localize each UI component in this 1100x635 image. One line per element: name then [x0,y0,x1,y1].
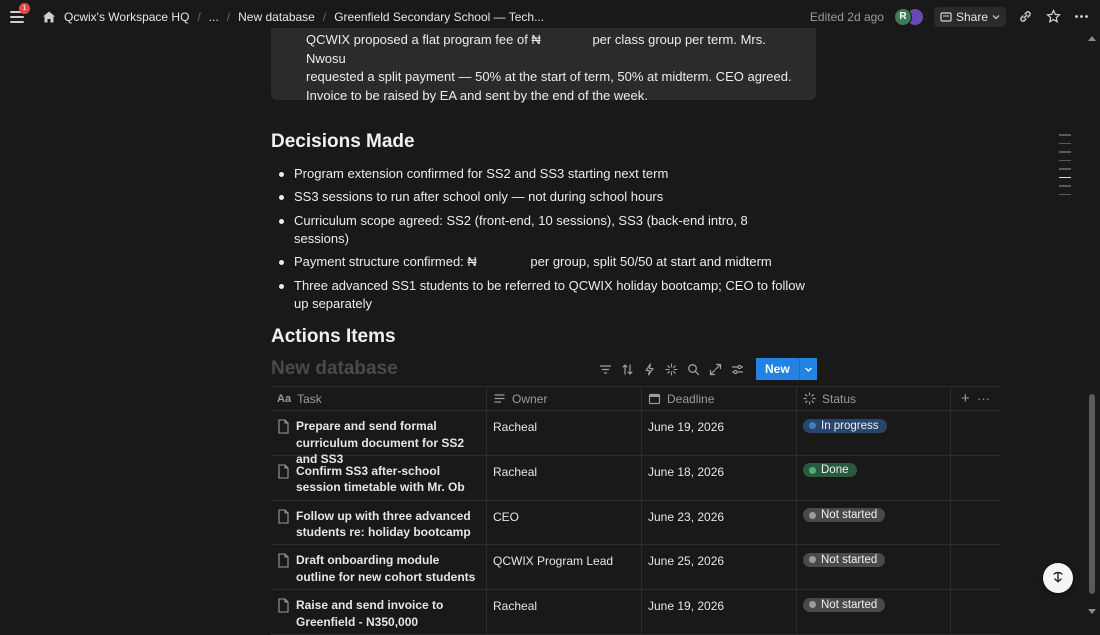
scroll-down-arrow[interactable] [1088,609,1096,614]
task-cell[interactable] [271,590,487,634]
more-horizontal-icon[interactable]: ··· [977,391,990,406]
deadline-cell[interactable]: June 23, 2026 [642,501,797,545]
automation-button[interactable] [642,362,657,377]
new-record-button-group [756,358,817,380]
filter-icon [599,363,612,376]
status-label: Not started [821,553,878,566]
owner-cell[interactable]: Racheal [487,590,642,634]
scrollbar[interactable] [1089,36,1095,606]
search-icon [687,363,700,376]
table-row[interactable] [271,411,1000,466]
column-label: Status [822,391,857,406]
new-record-button[interactable]: New [756,358,799,380]
owner-cell[interactable]: Racheal [487,411,642,455]
status-badge [803,598,885,612]
sort-button[interactable] [620,362,635,377]
task-title: Follow up with three advanced students re: holiday bootcamp [296,508,471,540]
status-spinner-icon [803,392,816,405]
column-label: Owner [512,391,548,406]
status-dot [809,512,816,519]
breadcrumb-separator: / [226,9,231,24]
list-item-text: per group, split 50/50 at start and midterm [530,254,772,270]
star-icon [1046,9,1061,24]
filter-button[interactable] [598,362,613,377]
status-badge [803,508,885,522]
column-actions [951,387,1000,410]
status-cell[interactable] [797,501,951,545]
callout-line [306,31,802,68]
deadline-cell[interactable]: June 18, 2026 [642,456,797,500]
status-cell[interactable] [797,590,951,634]
outline-line-active [1059,177,1071,179]
empty-cell [951,456,1000,500]
task-cell[interactable] [271,545,487,589]
menu-icon-line [10,21,24,23]
list-item[interactable]: Curriculum scope agreed: SS2 (front-end, 10 sessions), SS3 (back-end intro, 8 sessions) [276,212,806,249]
avatar[interactable]: R [894,8,912,26]
breadcrumb-separator: / [322,9,327,24]
favorite-button[interactable] [1044,8,1062,26]
deadline-cell[interactable]: June 19, 2026 [642,411,797,455]
copy-link-button[interactable] [1016,8,1034,26]
expand-icon [709,363,722,376]
action-items-table [271,386,1000,635]
more-horizontal-icon [1074,9,1089,24]
task-title: Confirm SS3 after-school session timetable with Mr. Ob [296,463,465,495]
owner-cell[interactable]: CEO [487,501,642,545]
table-header [271,386,1000,411]
table-row[interactable] [271,456,1000,501]
share-button[interactable] [934,7,1006,27]
add-property-button[interactable]: + [961,390,970,407]
task-cell[interactable] [271,411,487,466]
list-item[interactable]: Program extension confirmed for SS2 and SS3 starting next term [276,165,806,184]
sidebar-menu-button[interactable] [10,4,30,27]
more-options-button[interactable] [1072,8,1090,26]
status-badge [803,419,887,433]
empty-cell [951,501,1000,545]
edited-timestamp[interactable]: Edited 2d ago [809,9,884,24]
chevron-down-icon [804,365,813,374]
task-title: Prepare and send formal curriculum document for SS2 and SS3 [296,419,465,466]
breadcrumb-separator: / [197,9,201,24]
empty-cell [951,590,1000,634]
sparkle-icon [665,363,678,376]
status-dot [809,422,816,429]
page-icon [277,509,290,524]
redacted-amount [541,34,589,47]
outline-line [1059,194,1071,196]
callout-line: Invoice to be raised by EA and sent by the end of the week. [306,87,648,103]
deadline-cell[interactable]: June 25, 2026 [642,545,797,589]
outline-line [1059,185,1071,187]
menu-icon-line [10,16,24,18]
share-label: Share [955,9,988,24]
breadcrumb-page[interactable]: Greenfield Secondary School — Tech... [334,9,545,24]
column-label: Task [297,391,322,406]
status-label: Done [821,464,849,477]
database-title[interactable]: New database [271,358,398,379]
scrollbar-thumb[interactable] [1089,394,1095,594]
outline-line [1059,151,1071,153]
database-toolbar [598,358,817,380]
empty-cell [951,545,1000,589]
actions-heading[interactable]: Actions Items [271,326,396,347]
table-row[interactable] [271,590,1000,635]
page-outline[interactable] [1059,134,1071,195]
page-icon [277,553,290,568]
page-icon [277,419,290,434]
topbar-actions [810,7,1090,27]
notification-badge: 1 [19,3,30,14]
breadcrumb [42,8,548,26]
status-label: Not started [821,509,878,522]
sliders-icon [731,363,744,376]
column-header-deadline[interactable] [642,387,797,410]
page-icon [277,464,290,479]
status-dot [809,467,816,474]
ai-assistant-button[interactable] [1043,563,1073,593]
list-item[interactable]: Three advanced SS1 students to be referred to QCWIX holiday bootcamp; CEO to follow up separately [276,277,806,314]
lock-icon [940,11,952,23]
status-dot [809,556,816,563]
list-item[interactable]: SS3 sessions to run after school only — not during school hours [276,188,806,207]
empty-cell [951,411,1000,455]
task-title: Draft onboarding module outline for new cohort students [296,553,476,584]
decisions-list [276,165,806,318]
redacted-amount [477,256,527,269]
column-header-status[interactable] [797,387,951,410]
status-label: In progress [821,419,879,432]
assistant-face-icon [1049,569,1067,587]
expand-button[interactable] [708,362,723,377]
table-row[interactable] [271,501,1000,546]
callout-text: QCWIX proposed a flat program fee of ₦ [306,32,541,47]
deadline-cell[interactable]: June 19, 2026 [642,590,797,634]
settings-button[interactable] [730,362,745,377]
payment-callout[interactable] [271,28,816,103]
list-item[interactable] [276,253,806,272]
table-row[interactable] [271,545,1000,590]
text-lines-icon [493,392,506,405]
callout-text: per class group per term. Mrs. Nwosu [306,32,766,66]
task-title: Raise and send invoice to Greenfield - N350,000 [296,598,444,629]
text-type-icon: Aa [277,392,292,405]
breadcrumb-ellipsis[interactable]: ... [208,9,219,24]
column-header-owner[interactable] [487,387,642,410]
outline-line [1059,143,1071,145]
outline-line [1059,160,1071,162]
breadcrumb-database[interactable]: New database [238,9,315,24]
task-cell[interactable] [271,501,487,545]
column-label: Deadline [667,391,715,406]
status-cell[interactable] [797,411,951,455]
breadcrumb-workspace[interactable]: Qcwix's Workspace HQ [64,9,190,24]
page-icon [277,598,290,613]
chevron-down-icon [992,13,1000,21]
callout-line: requested a split payment — 50% at the start of term, 50% at midterm. CEO agreed. [306,69,792,84]
calendar-icon [648,392,661,405]
search-button[interactable] [686,362,701,377]
collaborator-avatars[interactable] [894,8,924,26]
ai-button[interactable] [664,362,679,377]
outline-line [1059,168,1071,170]
status-cell[interactable] [797,456,951,500]
status-dot [809,601,816,608]
outline-line [1059,134,1071,136]
column-header-task[interactable] [271,387,487,410]
sort-icon [621,363,634,376]
lightning-icon [643,363,656,376]
new-record-dropdown[interactable] [799,358,817,380]
status-badge [803,463,857,477]
task-cell[interactable] [271,456,487,500]
status-label: Not started [821,598,878,611]
link-icon [1018,9,1033,24]
owner-cell[interactable]: Racheal [487,456,642,500]
status-badge [803,553,885,567]
status-cell[interactable] [797,545,951,589]
list-item-text: Payment structure confirmed: ₦ [294,254,477,270]
owner-cell[interactable]: QCWIX Program Lead [487,545,642,589]
home-icon [42,10,56,24]
decisions-heading[interactable]: Decisions Made [271,131,415,152]
